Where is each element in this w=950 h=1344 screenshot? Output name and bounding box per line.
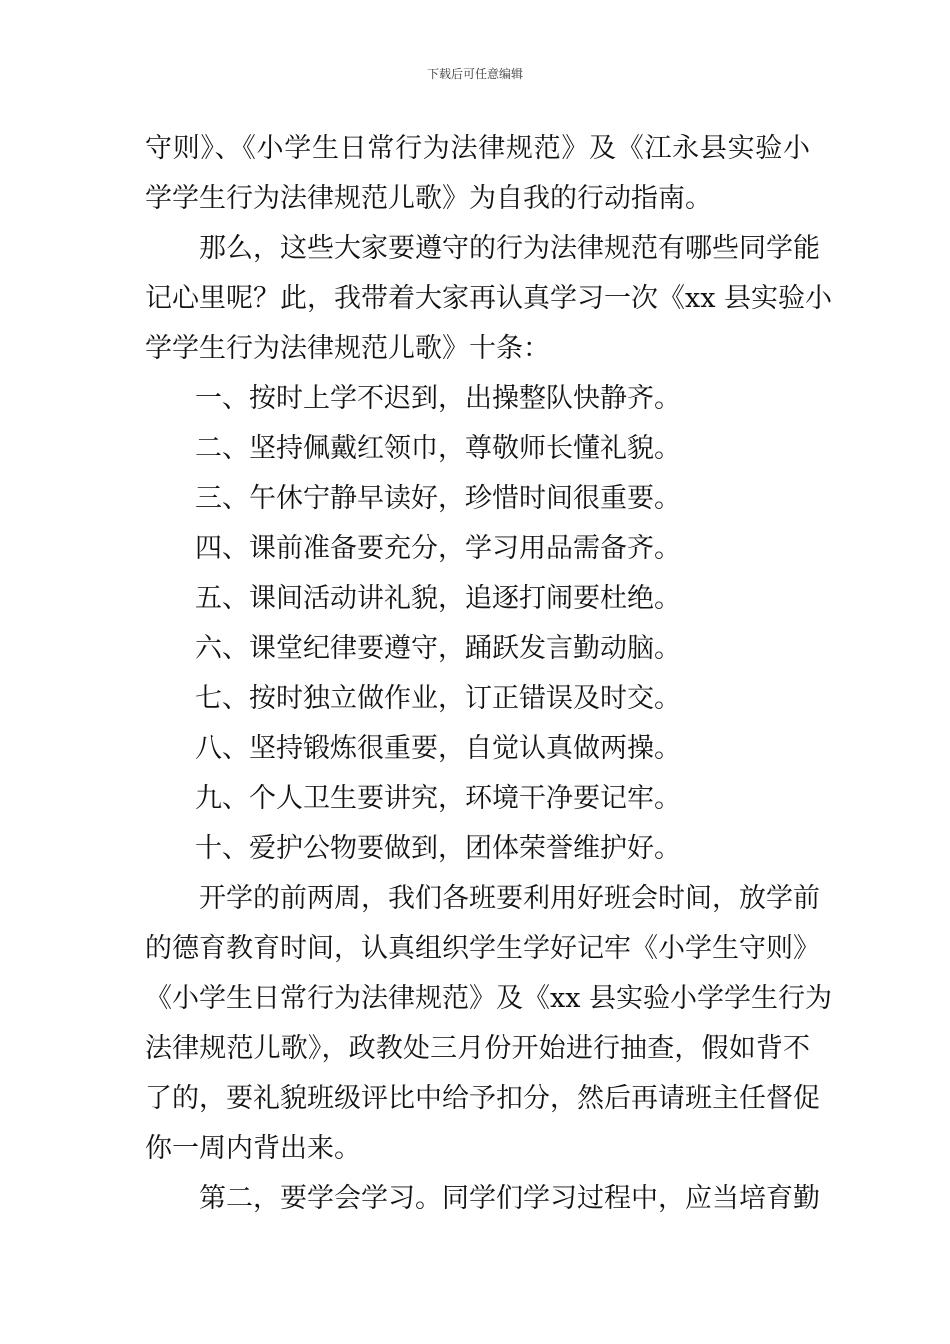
text-line: 法律规范儿歌》，政教处三月份开始进行抽查，假如背不 bbox=[145, 1033, 810, 1064]
rule-item: 九、个人卫生要讲究，环境干净要记牢。 bbox=[195, 783, 681, 814]
rule-item: 五、课间活动讲礼貌，追逐打闹要杜绝。 bbox=[195, 583, 681, 614]
text-line: 那么，这些大家要遵守的行为法律规范有哪些同学能 bbox=[199, 233, 820, 264]
text-line: 学学生行为法律规范儿歌》为自我的行动指南。 bbox=[145, 183, 712, 214]
text-line: 学学生行为法律规范儿歌》十条： bbox=[145, 333, 550, 364]
text-line: 记心里呢？此，我带着大家再认真学习一次《xx 县实验小 bbox=[145, 283, 833, 314]
rule-item: 二、坚持佩戴红领巾，尊敬师长懂礼貌。 bbox=[195, 433, 681, 464]
text-line: 第二，要学会学习。同学们学习过程中，应当培育勤 bbox=[199, 1183, 820, 1214]
rule-item: 十、爱护公物要做到，团体荣誉维护好。 bbox=[195, 833, 681, 864]
text-line: 的德育教育时间，认真组织学生学好记牢《小学生守则》 bbox=[145, 933, 820, 964]
text-line: 开学的前两周，我们各班要利用好班会时间，放学前 bbox=[199, 883, 820, 914]
rule-item: 一、按时上学不迟到，出操整队快静齐。 bbox=[195, 383, 681, 414]
rule-item: 四、课前准备要充分，学习用品需备齐。 bbox=[195, 533, 681, 564]
page-header: 下载后可任意编辑 bbox=[426, 67, 523, 81]
document-body bbox=[145, 124, 833, 1224]
text-line: 你一周内背出来。 bbox=[145, 1133, 361, 1164]
text-line: 了的，要礼貌班级评比中给予扣分，然后再请班主任督促 bbox=[145, 1083, 820, 1114]
rule-item: 六、课堂纪律要遵守，踊跃发言勤动脑。 bbox=[195, 633, 681, 664]
rule-item: 七、按时独立做作业，订正错误及时交。 bbox=[195, 683, 681, 714]
rule-item: 三、午休宁静早读好，珍惜时间很重要。 bbox=[195, 483, 681, 514]
rule-item: 八、坚持锻炼很重要，自觉认真做两操。 bbox=[195, 733, 681, 764]
text-line: 《小学生日常行为法律规范》及《xx 县实验小学学生行为 bbox=[145, 983, 833, 1014]
text-line: 守则》、《小学生日常行为法律规范》及《江永县实验小 bbox=[145, 133, 810, 164]
